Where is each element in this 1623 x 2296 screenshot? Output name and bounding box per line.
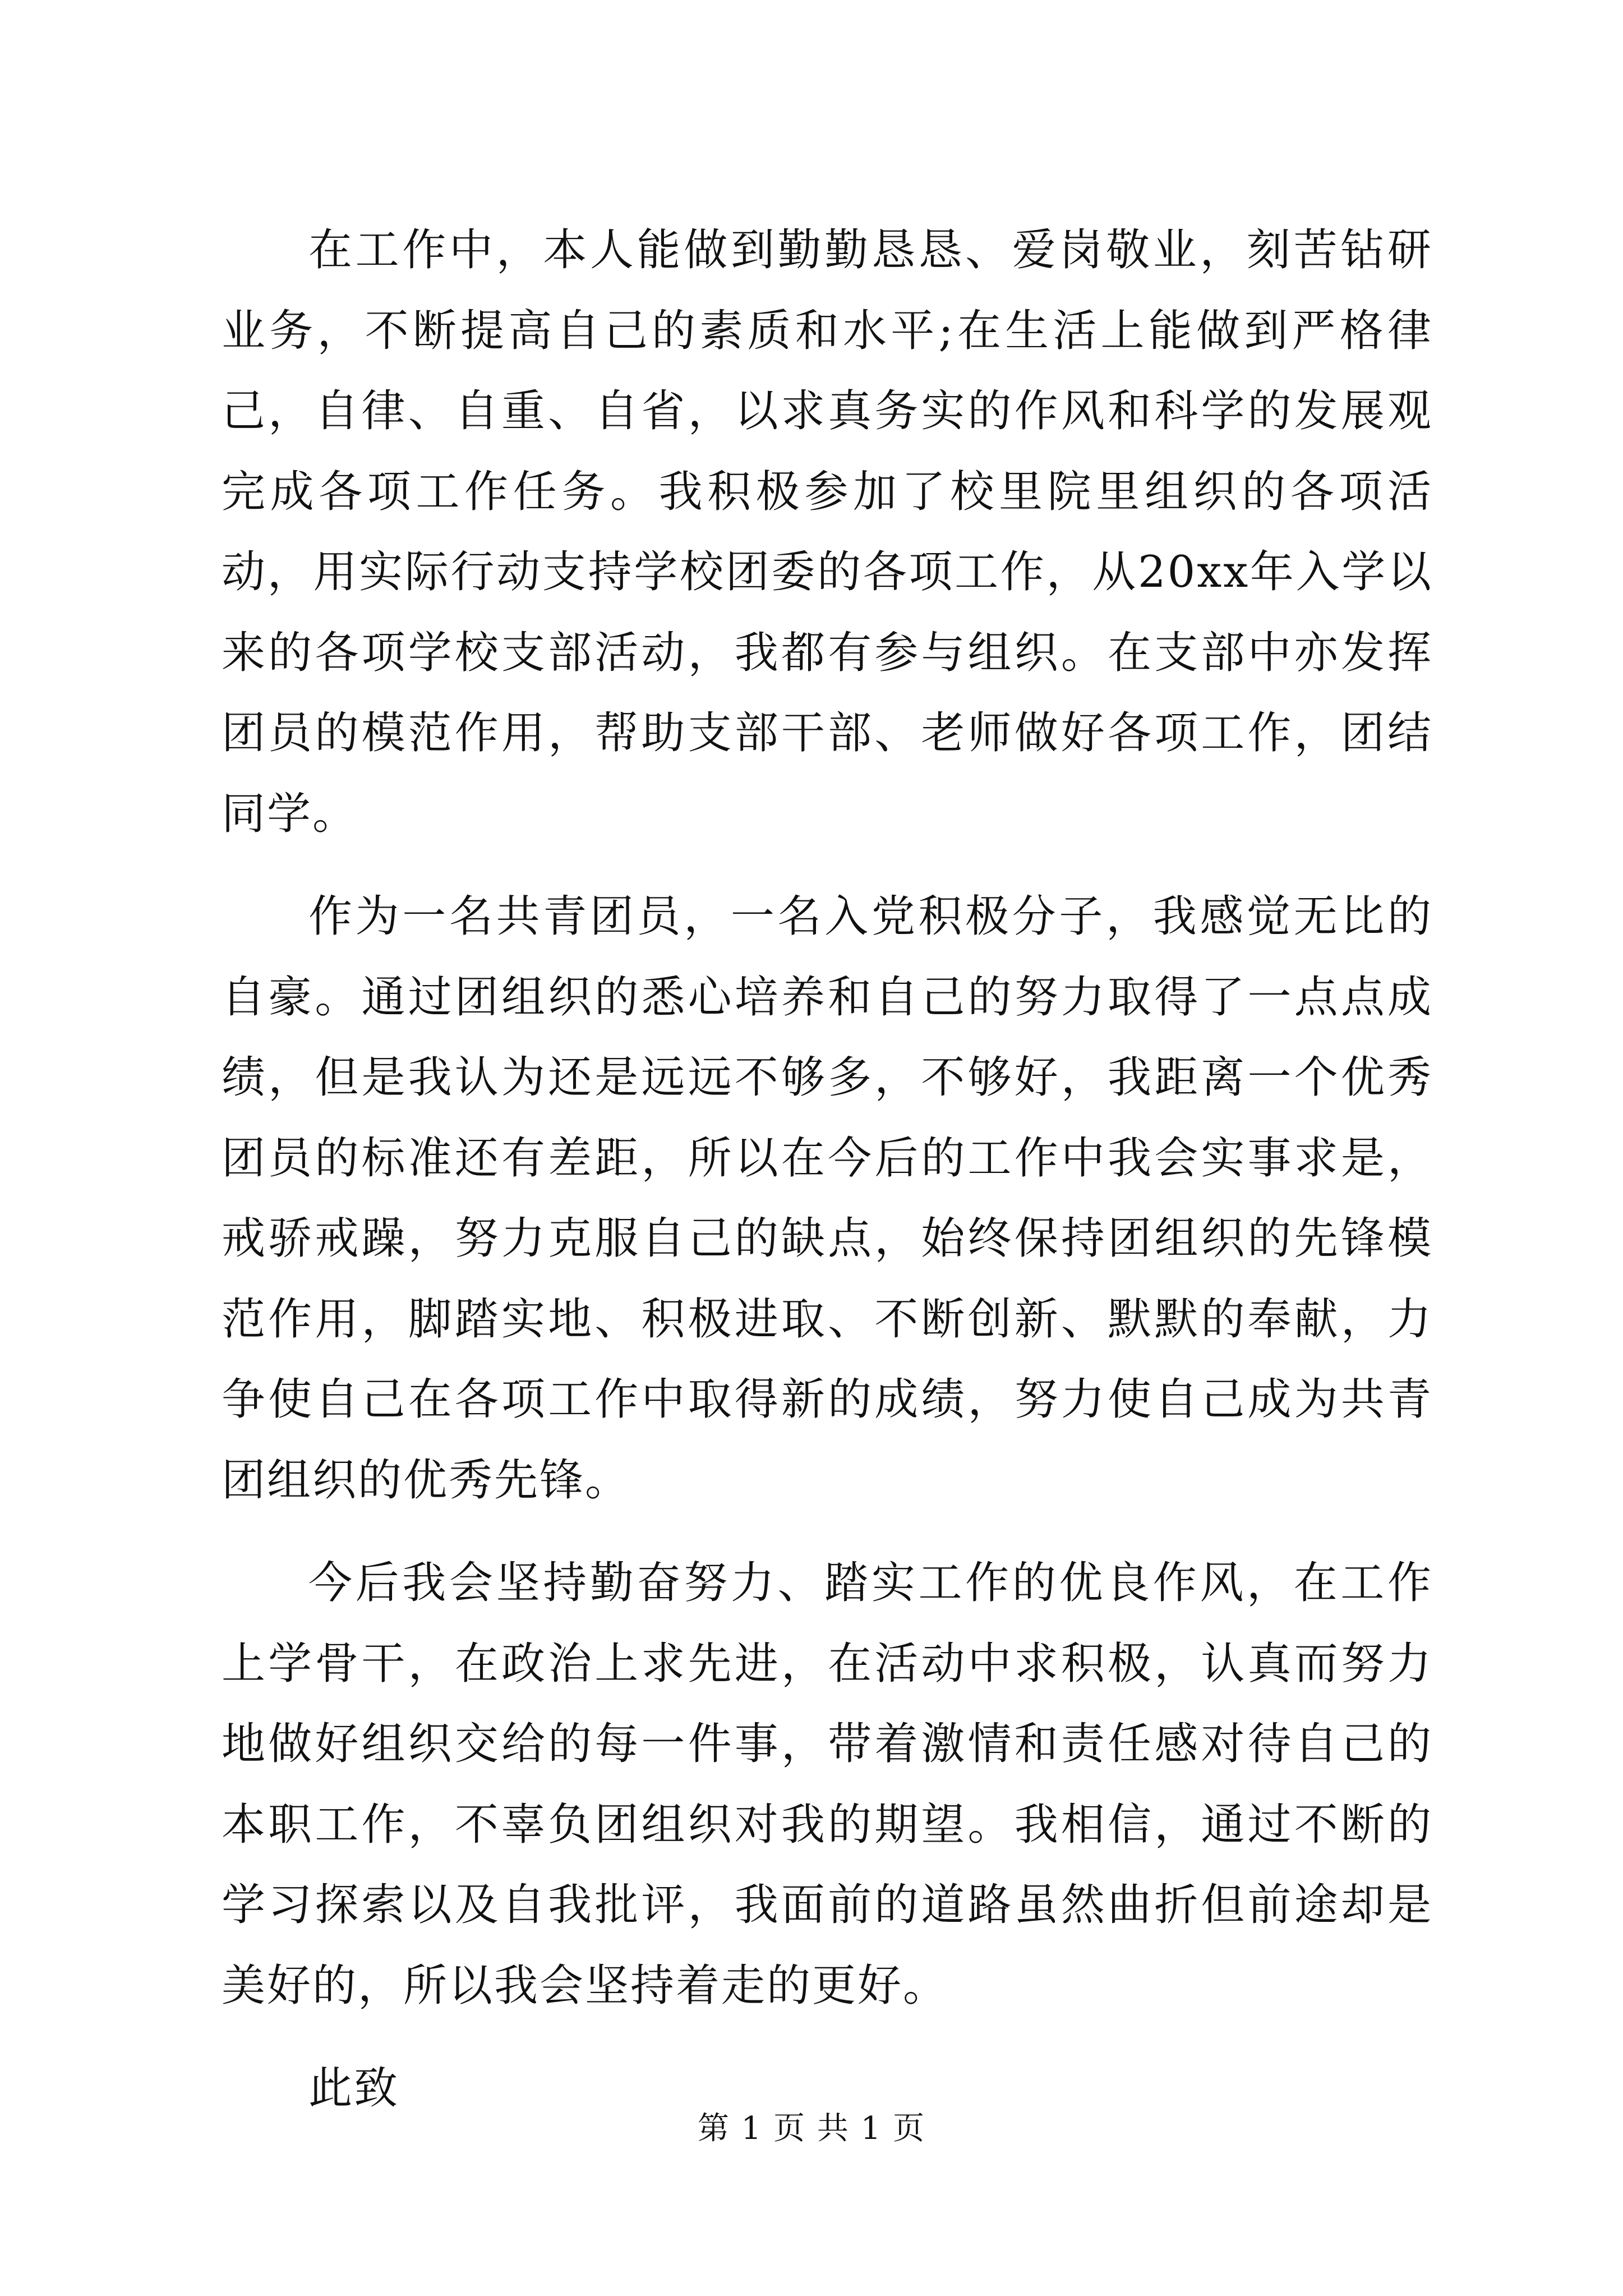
paragraph-3: 今后我会坚持勤奋努力、踏实工作的优良作风，在工作上学骨干，在政治上求先进，在活动中求积极，认真而努力地做好组织交给的每一件事，带着激情和责任感对待自己的本职工作，不辜负团组织对我的期望。我相信，通过不断的学习探索以及自我批评，我面前的道路虽然曲折但前途却是美好的，所以我会坚持着走的更好。 — [222, 1558, 1433, 2011]
page-number-footer: 第 1 页 共 1 页 — [697, 2110, 926, 2147]
paragraph-1: 在工作中，本人能做到勤勤恳恳、爱岗敬业，刻苦钻研业务，不断提高自己的素质和水平;在生活上能做到严格律己，自律、自重、自省，以求真务实的作风和科学的发展观完成各项工作任务。我积极参加了校里院里组织的各项活动，用实际行动支持学校团委的各项工作，从20xx年入学以来的各项学校支部活动，我都有参与组织。在支部中亦发挥团员的模范作用，帮助支部干部、老师做好各项工作，团结同学。 — [222, 225, 1433, 839]
document-body — [222, 210, 1433, 2129]
paragraph-2: 作为一名共青团员，一名入党积极分子，我感觉无比的自豪。通过团组织的悉心培养和自己的努力取得了一点点成绩，但是我认为还是远远不够多，不够好，我距离一个优秀团员的标准还有差距，所以在今后的工作中我会实事求是，戒骄戒躁，努力克服自己的缺点，始终保持团组织的先锋模范作用，脚踏实地、积极进取、不断创新、默默的奉献，力争使自己在各项工作中取得新的成绩，努力使自己成为共青团组织的优秀先锋。 — [222, 891, 1433, 1506]
closing-salutation: 此致 — [308, 2063, 400, 2114]
